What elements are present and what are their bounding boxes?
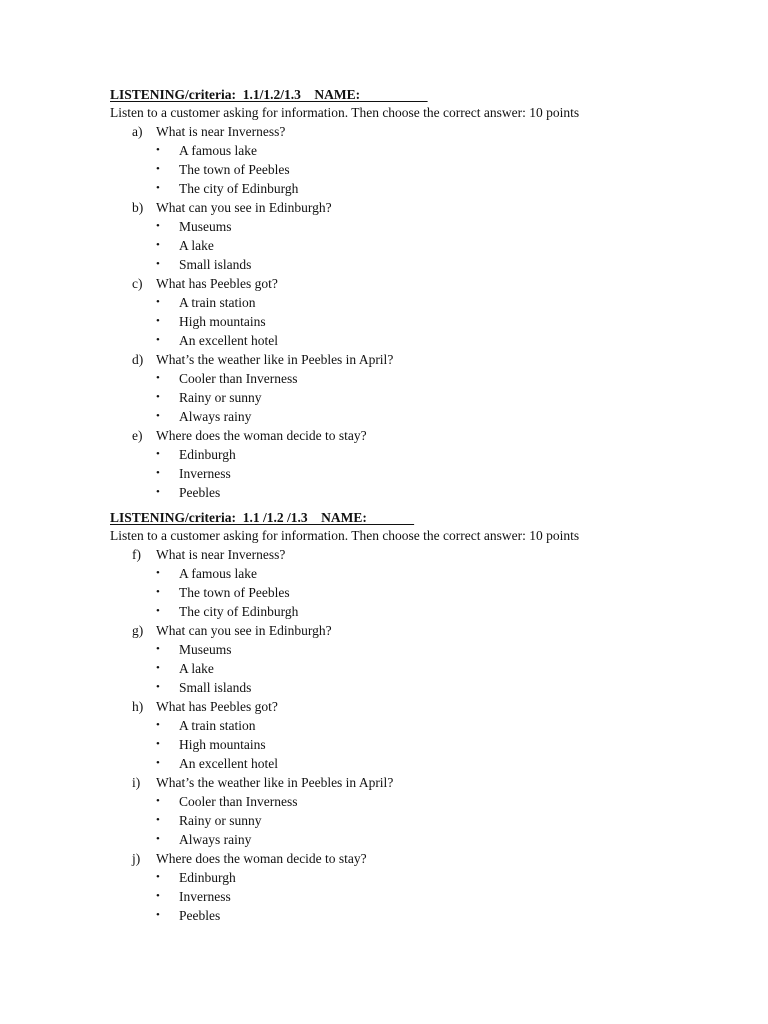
- answer-option-text: Peebles: [179, 485, 221, 500]
- bullet-icon: •: [156, 334, 160, 346]
- answer-option: [110, 659, 710, 678]
- answer-option-text: Inverness: [179, 466, 231, 481]
- question-item: [110, 350, 710, 369]
- answer-option: [110, 887, 710, 906]
- bullet-icon: •: [156, 681, 160, 693]
- answer-option: [110, 141, 710, 160]
- question-list: [110, 545, 710, 925]
- answer-option: [110, 754, 710, 773]
- bullet-icon: •: [156, 448, 160, 460]
- answer-option-text: A lake: [179, 238, 214, 253]
- bullet-icon: •: [156, 814, 160, 826]
- answer-option-text: The city of Edinburgh: [179, 181, 299, 196]
- bullet-icon: •: [156, 315, 160, 327]
- question-item: [110, 773, 710, 792]
- bullet-icon: •: [156, 795, 160, 807]
- bullet-icon: •: [156, 890, 160, 902]
- answer-option: [110, 906, 710, 925]
- bullet-icon: •: [156, 719, 160, 731]
- bullet-icon: •: [156, 239, 160, 251]
- bullet-icon: •: [156, 738, 160, 750]
- answer-option-text: Edinburgh: [179, 870, 236, 885]
- question-item: [110, 274, 710, 293]
- answer-option-text: The town of Peebles: [179, 585, 290, 600]
- answer-option-text: Rainy or sunny: [179, 390, 262, 405]
- section-heading: LISTENING/criteria: 1.1 /1.2 /1.3 NAME:: [110, 510, 415, 525]
- answer-option-text: Museums: [179, 219, 232, 234]
- answer-option: [110, 464, 710, 483]
- answer-option: [110, 293, 710, 312]
- answer-option: [110, 716, 710, 735]
- answer-option: [110, 735, 710, 754]
- question-letter: e): [132, 428, 143, 443]
- bullet-icon: •: [156, 486, 160, 498]
- question-letter: b): [132, 200, 144, 215]
- question-item: [110, 621, 710, 640]
- answer-option: [110, 255, 710, 274]
- question-text: What is near Inverness?: [156, 124, 286, 139]
- answer-option-text: The city of Edinburgh: [179, 604, 299, 619]
- bullet-icon: •: [156, 372, 160, 384]
- answer-option-text: Always rainy: [179, 409, 252, 424]
- answer-option: [110, 483, 710, 502]
- question-text: What’s the weather like in Peebles in April?: [156, 775, 394, 790]
- bullet-icon: •: [156, 410, 160, 422]
- bullet-icon: •: [156, 605, 160, 617]
- question-item: [110, 697, 710, 716]
- answer-option: [110, 407, 710, 426]
- question-text: What has Peebles got?: [156, 699, 278, 714]
- answer-option: [110, 369, 710, 388]
- answer-option-text: An excellent hotel: [179, 333, 278, 348]
- answer-option-text: Inverness: [179, 889, 231, 904]
- question-letter: f): [132, 547, 141, 562]
- question-item: [110, 545, 710, 564]
- bullet-icon: •: [156, 833, 160, 845]
- bullet-icon: •: [156, 662, 160, 674]
- answer-option-text: Small islands: [179, 680, 252, 695]
- answer-option-text: Cooler than Inverness: [179, 371, 298, 386]
- bullet-icon: •: [156, 757, 160, 769]
- answer-option-text: The town of Peebles: [179, 162, 290, 177]
- question-text: What is near Inverness?: [156, 547, 286, 562]
- answer-option-text: High mountains: [179, 737, 266, 752]
- question-letter: a): [132, 124, 143, 139]
- question-text: What can you see in Edinburgh?: [156, 200, 332, 215]
- section-instruction: Listen to a customer asking for information. Then choose the correct answer: 10 points: [110, 105, 580, 120]
- bullet-icon: •: [156, 258, 160, 270]
- bullet-icon: •: [156, 567, 160, 579]
- answer-option-text: A famous lake: [179, 566, 257, 581]
- question-text: Where does the woman decide to stay?: [156, 851, 367, 866]
- answer-option: [110, 445, 710, 464]
- worksheet-section-2: [110, 509, 710, 925]
- answer-option: [110, 583, 710, 602]
- question-letter: h): [132, 699, 144, 714]
- answer-option: [110, 868, 710, 887]
- question-item: [110, 426, 710, 445]
- question-letter: d): [132, 352, 144, 367]
- answer-option-text: A lake: [179, 661, 214, 676]
- answer-option: [110, 331, 710, 350]
- answer-option-text: A train station: [179, 718, 256, 733]
- bullet-icon: •: [156, 586, 160, 598]
- question-item: [110, 849, 710, 868]
- bullet-icon: •: [156, 467, 160, 479]
- question-letter: j): [132, 851, 141, 866]
- answer-option-text: Peebles: [179, 908, 221, 923]
- bullet-icon: •: [156, 163, 160, 175]
- answer-option: [110, 217, 710, 236]
- answer-option-text: Small islands: [179, 257, 252, 272]
- answer-option-text: An excellent hotel: [179, 756, 278, 771]
- answer-option: [110, 792, 710, 811]
- answer-option: [110, 388, 710, 407]
- answer-option-text: Museums: [179, 642, 232, 657]
- answer-option: [110, 830, 710, 849]
- answer-option-text: A famous lake: [179, 143, 257, 158]
- worksheet-section-1: [110, 86, 710, 502]
- bullet-icon: •: [156, 909, 160, 921]
- answer-option-text: A train station: [179, 295, 256, 310]
- question-letter: i): [132, 775, 141, 790]
- bullet-icon: •: [156, 182, 160, 194]
- question-text: What can you see in Edinburgh?: [156, 623, 332, 638]
- bullet-icon: •: [156, 871, 160, 883]
- answer-option: [110, 179, 710, 198]
- answer-option: [110, 236, 710, 255]
- bullet-icon: •: [156, 643, 160, 655]
- answer-option: [110, 312, 710, 331]
- answer-option-text: Rainy or sunny: [179, 813, 262, 828]
- answer-option: [110, 811, 710, 830]
- bullet-icon: •: [156, 220, 160, 232]
- question-item: [110, 122, 710, 141]
- section-instruction: Listen to a customer asking for information. Then choose the correct answer: 10 points: [110, 528, 580, 543]
- section-heading: LISTENING/criteria: 1.1/1.2/1.3 NAME:: [110, 87, 428, 102]
- question-list: [110, 122, 710, 502]
- answer-option-text: Edinburgh: [179, 447, 236, 462]
- answer-option: [110, 678, 710, 697]
- bullet-icon: •: [156, 391, 160, 403]
- question-letter: g): [132, 623, 144, 638]
- question-text: Where does the woman decide to stay?: [156, 428, 367, 443]
- answer-option-text: High mountains: [179, 314, 266, 329]
- question-item: [110, 198, 710, 217]
- answer-option-text: Always rainy: [179, 832, 252, 847]
- question-text: What’s the weather like in Peebles in April?: [156, 352, 394, 367]
- question-text: What has Peebles got?: [156, 276, 278, 291]
- answer-option: [110, 602, 710, 621]
- question-letter: c): [132, 276, 143, 291]
- bullet-icon: •: [156, 144, 160, 156]
- answer-option-text: Cooler than Inverness: [179, 794, 298, 809]
- answer-option: [110, 160, 710, 179]
- answer-option: [110, 564, 710, 583]
- answer-option: [110, 640, 710, 659]
- bullet-icon: •: [156, 296, 160, 308]
